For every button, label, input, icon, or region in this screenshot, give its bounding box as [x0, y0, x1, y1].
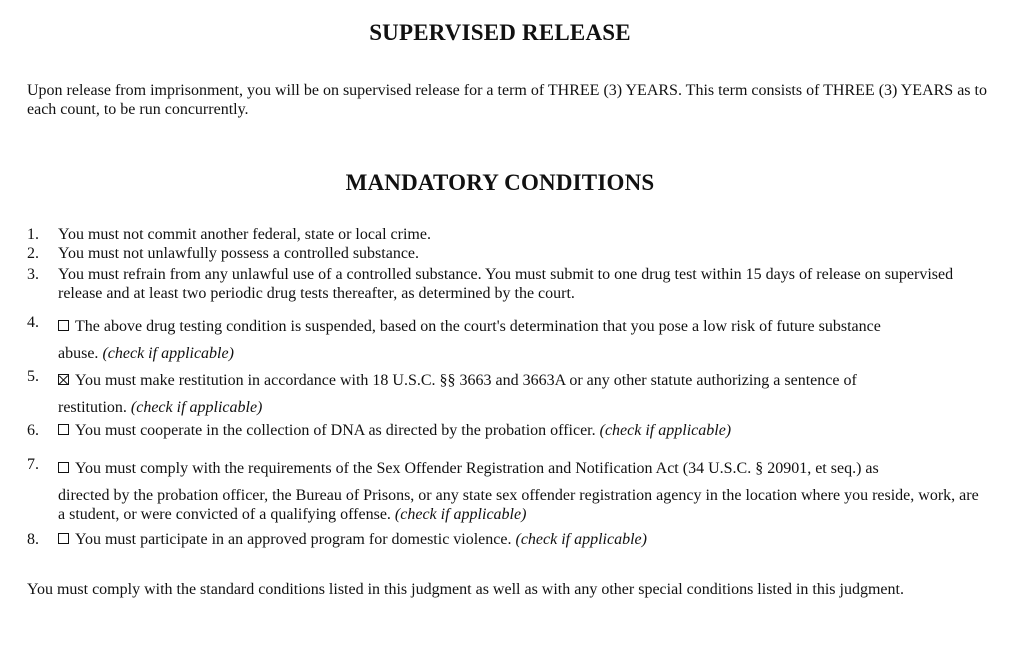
- check-if-applicable-note: (check if applicable): [130, 399, 263, 416]
- check-if-applicable-note: (check if applicable): [599, 422, 732, 439]
- supervised-release-term-paragraph: Upon release from imprisonment, you will be on supervised release for a term of THREE (3) YEARS. This term consists of THREE (3) YEARS as to each count, to be run concurrently.: [27, 82, 987, 118]
- checkbox-unchecked-icon: [58, 320, 69, 331]
- checkbox-unchecked-icon: [58, 462, 69, 473]
- condition-text: You must refrain from any unlawful use of a controlled substance. You must submit to one drug test within 15 days of release on supervised release and at least two periodic drug tests thereafter, as determined by the court.: [58, 266, 954, 302]
- condition-text-continued: restitution.: [58, 399, 127, 416]
- condition-item-3: [27, 265, 987, 303]
- supervised-release-heading: SUPERVISED RELEASE: [369, 20, 631, 45]
- checkbox-unchecked-icon: [58, 424, 69, 435]
- condition-item-5: [27, 367, 987, 417]
- condition-item-4: [27, 313, 987, 363]
- checkbox-checked-icon: [58, 374, 69, 385]
- condition-number: 5.: [27, 368, 39, 385]
- condition-number: 7.: [27, 456, 39, 473]
- condition-text: The above drug testing condition is suspended, based on the court's determination that you pose a low risk of future substance: [75, 318, 881, 335]
- condition-text: You must make restitution in accordance with 18 U.S.C. §§ 3663 and 3663A or any other statute authorizing a sentence of: [75, 372, 857, 389]
- checkbox-unchecked-icon: [58, 533, 69, 544]
- check-if-applicable-note: (check if applicable): [515, 531, 647, 548]
- condition-text: You must not commit another federal, state or local crime.: [58, 226, 431, 243]
- mandatory-conditions-heading: MANDATORY CONDITIONS: [345, 170, 655, 195]
- condition-number: 2.: [27, 245, 39, 262]
- condition-item-8: [27, 530, 987, 549]
- condition-item-7: [27, 455, 987, 524]
- condition-text-continued: directed by the probation officer, the Bureau of Prisons, or any state sex offender registration agency in the location where you reside, work, are a student, or were convicted of a qualifying offense.: [58, 487, 979, 523]
- check-if-applicable-note: (check if applicable): [102, 345, 234, 362]
- condition-text: You must participate in an approved program for domestic violence.: [75, 531, 512, 548]
- condition-text: You must cooperate in the collection of DNA as directed by the probation officer.: [75, 422, 596, 439]
- condition-number: 3.: [27, 266, 39, 283]
- condition-number: 8.: [27, 531, 39, 548]
- check-if-applicable-note: (check if applicable): [394, 506, 527, 523]
- condition-text-continued: abuse.: [58, 345, 99, 362]
- condition-item-2: [27, 244, 987, 263]
- standard-conditions-paragraph: You must comply with the standard conditions listed in this judgment as well as with any other special conditions listed in this judgment.: [27, 581, 904, 598]
- condition-item-1: [27, 225, 987, 244]
- condition-text: You must comply with the requirements of the Sex Offender Registration and Notification Act (34 U.S.C. § 20901, et seq.) as: [75, 460, 879, 477]
- condition-item-6: [27, 421, 987, 440]
- condition-text: You must not unlawfully possess a controlled substance.: [58, 245, 420, 262]
- condition-number: 4.: [27, 314, 39, 331]
- condition-number: 6.: [27, 422, 39, 439]
- condition-number: 1.: [27, 226, 39, 243]
